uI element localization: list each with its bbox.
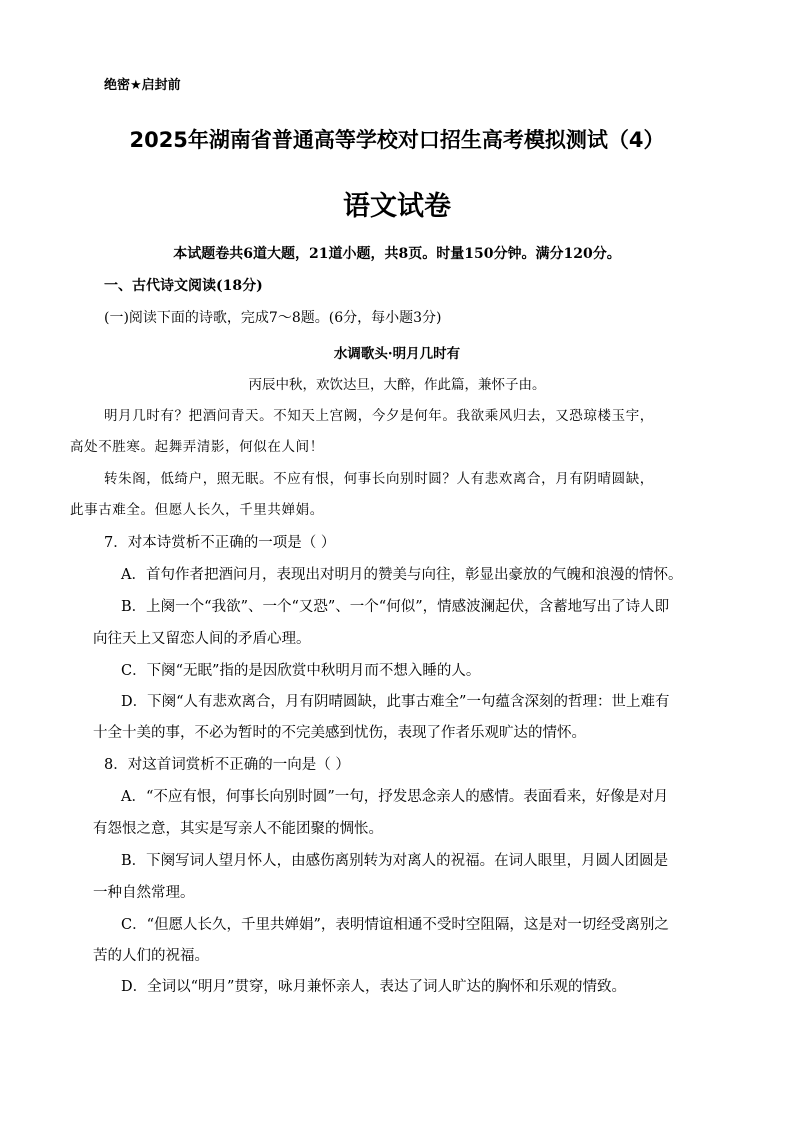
exam-subject: 语文试卷	[343, 191, 451, 222]
question-7-option-d: D．下阕“人有悲欢离合，月有阴晴圆缺，此事古难全”一句蕴含深刻的哲理：世上难有	[121, 694, 670, 710]
question-8-option-b: B．下阕写词人望月怀人，由感伤离别转为对离人的祝福。在词人眼里，月圆人团圆是	[121, 853, 669, 869]
question-8-option-b-cont: 一种自然常理。	[93, 885, 195, 901]
question-8-option-d: D．全词以“明月”贯穿，咏月兼怀亲人，表达了词人旷达的胸怀和乐观的情致。	[121, 979, 626, 995]
question-8-option-a-cont: 有怨恨之意，其实是写亲人不能团聚的惆怅。	[93, 821, 383, 837]
section-heading: 一、古代诗文阅读(18分)	[104, 278, 263, 294]
question-8-option-c: C．“但愿人长久，千里共婵娟”，表明情谊相通不受时空阻隔，这是对一切经受离别之	[121, 917, 669, 933]
confidential-mark: 绝密★启封前	[104, 78, 181, 93]
question-8-option-c-cont: 苦的人们的祝福。	[93, 948, 209, 964]
poem-line: 高处不胜寒。起舞弄清影，何似在人间！	[70, 439, 324, 455]
poem-line: 明月几时有？把酒问青天。不知天上宫阙，今夕是何年。我欲乘风归去，又恐琼楼玉宇，	[104, 408, 654, 424]
poem-line: 此事古难全。但愿人长久，千里共婵娟。	[70, 502, 324, 518]
question-8-stem: 8．对这首词赏析不正确的一向是（ ）	[104, 757, 350, 773]
poem-preface: 丙辰中秋，欢饮达旦，大醉，作此篇，兼怀子由。	[248, 377, 546, 393]
question-7-stem: 7．对本诗赏析不正确的一项是（ ）	[104, 535, 336, 551]
question-8-option-a: A．“不应有恨，何事长向别时圆”一句，抒发思念亲人的感情。表面看来，好像是对月	[121, 789, 669, 805]
poem-line: 转朱阁，低绮户，照无眠。不应有恨，何事长向别时圆？人有悲欢离合，月有阴晴圆缺，	[104, 471, 654, 487]
question-7-option-b: B．上阕一个“我欲”、一个“又恐”、一个“何似”，情感波澜起伏，含蓄地写出了诗人即	[121, 599, 670, 615]
question-7-option-d-cont: 十全十美的事，不必为暂时的不完美感到忧伤，表现了作者乐观旷达的情怀。	[93, 725, 586, 741]
poem-title: 水调歌头·明月几时有	[333, 346, 461, 362]
question-7-option-b-cont: 向往天上又留恋人间的矛盾心理。	[93, 631, 311, 647]
question-7-option-c: C．下阕“无眠”指的是因欣赏中秋明月而不想入睡的人。	[121, 663, 481, 679]
sub-section-heading: (一)阅读下面的诗歌，完成7～8题。(6分，每小题3分)	[104, 310, 442, 326]
question-7-option-a: A．首句作者把酒问月，表现出对明月的赞美与向往，彰显出豪放的气魄和浪漫的情怀。	[121, 567, 683, 583]
exam-title: 2025年湖南省普通高等学校对口招生高考模拟测试（4）	[129, 128, 665, 152]
exam-info: 本试题卷共6道大题，21道小题，共8页。时量150分钟。满分120分。	[173, 246, 621, 262]
